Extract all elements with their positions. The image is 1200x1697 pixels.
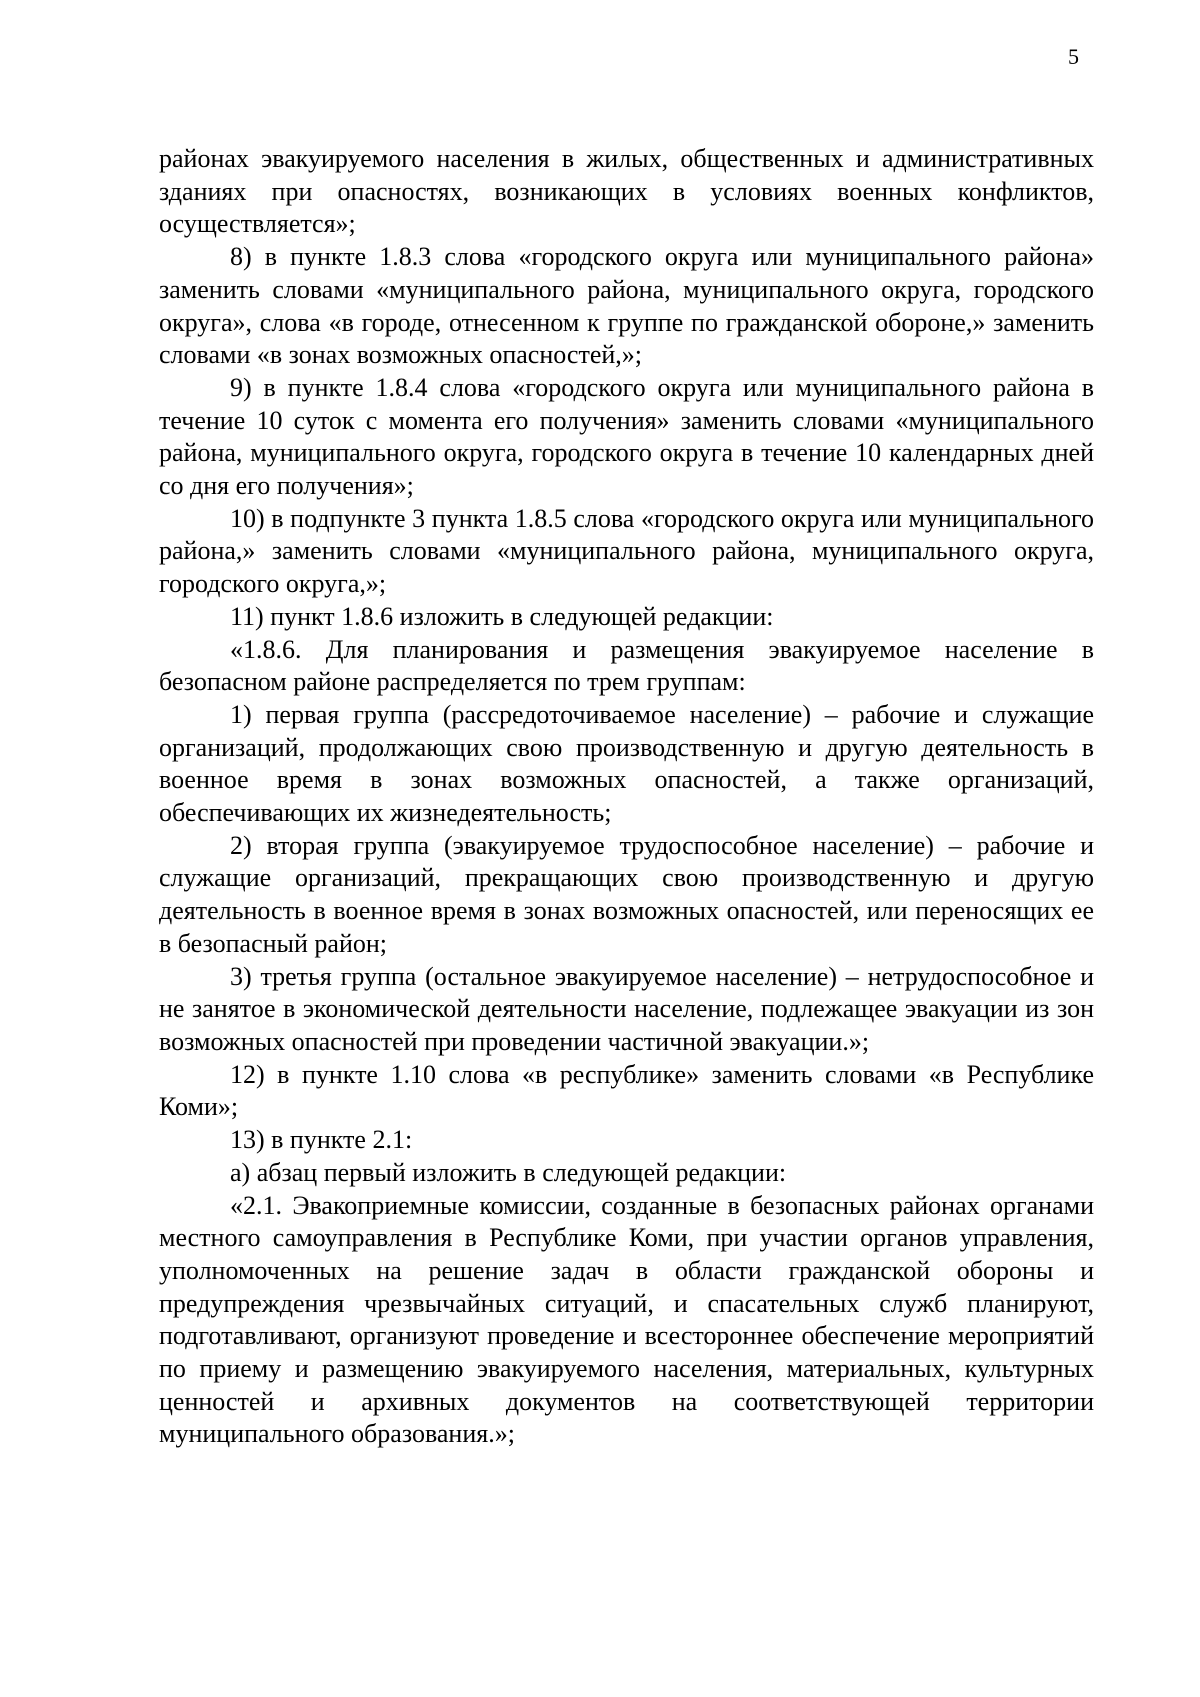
paragraph-group-1: 1) первая группа (рассредоточиваемое население) – рабочие и служащие организаций, продолжающих свою производственную и другую деятельность в военное время в зонах возможных опасностей, а также организаций, обеспечивающих их жизнедеятельность; [159,699,1094,828]
paragraph-item-9: 9) в пункте 1.8.4 слова «городского округа или муниципального района в течение 10 суток с момента его получения» заменить словами «муниципального района, муниципального округа, городского округа в течение 10 календарных дней со дня его получения»; [159,372,1094,501]
paragraph-continuation: районах эвакуируемого населения в жилых, общественных и административных зданиях при опасностях, возникающих в условиях военных конфликтов, осуществляется»; [159,144,1094,239]
paragraph-item-11: 11) пункт 1.8.6 изложить в следующей редакции: [230,601,774,631]
paragraph-item-8: 8) в пункте 1.8.3 слова «городского округа или муниципального района» заменить словами «муниципального района, муниципального округа, городского округа», слова «в городе, отнесенном к группе по гражданской обороне,» заменить словами «в зонах возможных опасностей,»; [159,242,1094,370]
paragraph-item-10: 10) в подпункте 3 пункта 1.8.5 слова «городского округа или муниципального района,» заменить словами «муниципального района, муниципального округа, городского округа,»; [159,503,1094,599]
paragraph-item-13: 13) в пункте 2.1: [230,1125,413,1155]
paragraph-group-3: 3) третья группа (остальное эвакуируемое население) – нетрудоспособное и не занятое в экономической деятельности население, подлежащее эвакуации из зон возможных опасностей при проведении частичной эвакуации.»; [159,961,1094,1056]
paragraph-item-12: 12) в пункте 1.10 слова «в республике» заменить словами «в Республике Коми»; [159,1059,1094,1122]
page-number: 5 [1068,44,1079,69]
document-body [159,143,1094,1451]
paragraph-subitem-a: а) абзац первый изложить в следующей редакции: [230,1157,787,1187]
paragraph-1-8-6: «1.8.6. Для планирования и размещения эвакуируемое население в безопасном районе распределяется по трем группам: [159,634,1094,697]
paragraph-group-2: 2) вторая группа (эвакуируемое трудоспособное население) – рабочие и служащие организаций, прекращающих свою производственную и другую деятельность в военное время в зонах возможных опасностей, или переносящих ее в безопасный район; [159,830,1094,958]
paragraph-2-1: «2.1. Эвакоприемные комиссии, созданные в безопасных районах органами местного самоуправления в Республике Коми, при участии органов управления, уполномоченных на решение задач в области гражданской обороны и предупреждения чрезвычайных ситуаций, и спасательных служб планируют, подготавливают, организуют проведение и всестороннее обеспечение мероприятий по приему и размещению эвакуируемого населения, материальных, культурных ценностей и архивных документов на соответствующей территории муниципального образования.»; [159,1190,1094,1449]
